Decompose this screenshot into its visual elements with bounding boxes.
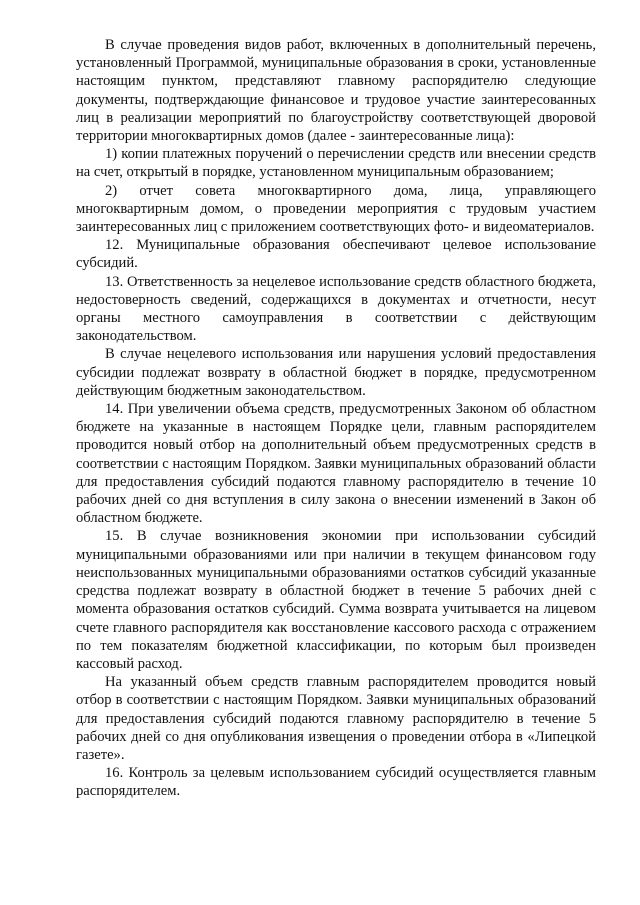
- paragraph-new-selection: На указанный объем средств главным распорядителем проводится новый отбор в соответствии с настоящим Порядком. Заявки муниципальных образований для предоставления субсидий подаются главному распорядителю в течение 5 рабочих дней со дня опубликования извещения о проведении отбора в «Липецкой газете».: [76, 674, 596, 763]
- paragraph-clause-16: 16. Контроль за целевым использованием субсидий осуществляется главным распорядителем.: [76, 765, 596, 800]
- paragraph-payment-orders: 1) копии платежных поручений о перечислении средств или внесении средств на счет, открытый в порядке, установленном муниципальным образованием;: [76, 146, 596, 181]
- paragraph-clause-15: 15. В случае возникновения экономии при использовании субсидий муниципальными образованиями или при наличии в текущем финансовом году неиспользованных муниципальными образованиями остатков субсидий указанные средства подлежат возврату в областной бюджет в течение 5 рабочих дней с момента образования остатков субсидий. Сумма возврата учитывается на лицевом счете главного распорядителя как восстановление кассового расхода с отражением по тем показателям бюджетной классификации, по которым был произведен кассовый расход.: [76, 528, 596, 672]
- document-body: [76, 36, 596, 801]
- paragraph-clause-13: 13. Ответственность за нецелевое использование средств областного бюджета, недостоверность сведений, содержащихся в документах и отчетности, несут органы местного самоуправления в соответствии с действующим законодательством.: [76, 273, 596, 345]
- paragraph-misuse-return: В случае нецелевого использования или нарушения условий предоставления субсидии подлежат возврату в областной бюджет в порядке, предусмотренном действующим бюджетным законодательством.: [76, 346, 596, 399]
- paragraph-clause-14: 14. При увеличении объема средств, предусмотренных Законом об областном бюджете на указанные в настоящем Порядке цели, главным распорядителем проводится новый отбор на дополнительный объем предусмотренных средств в соответствии с настоящим Порядком. Заявки муниципальных образований области для предоставления субсидий подаются главному распорядителю в течение 10 рабочих дней со дня вступления в силу закона о внесении изменений в Закон об областном бюджете.: [76, 401, 596, 527]
- paragraph-clause-12: 12. Муниципальные образования обеспечивают целевое использование субсидий.: [76, 237, 596, 272]
- paragraph-council-report: 2) отчет совета многоквартирного дома, лица, управляющего многоквартирным домом, о проведении мероприятия с трудовым участием заинтересованных лиц с приложением соответствующих фото- и видеоматериалов.: [76, 182, 596, 236]
- paragraph-participation-intro: В случае проведения видов работ, включенных в дополнительный перечень, установленный Программой, муниципальные образования в сроки, установленные настоящим пунктом, представляют главному распорядителю следующие документы, подтверждающие финансовое и трудовое участие заинтересованных лиц в реализации мероприятий по благоустройству соответствующей дворовой территории многоквартирных домов (далее - заинтересованные лица):: [76, 37, 596, 145]
